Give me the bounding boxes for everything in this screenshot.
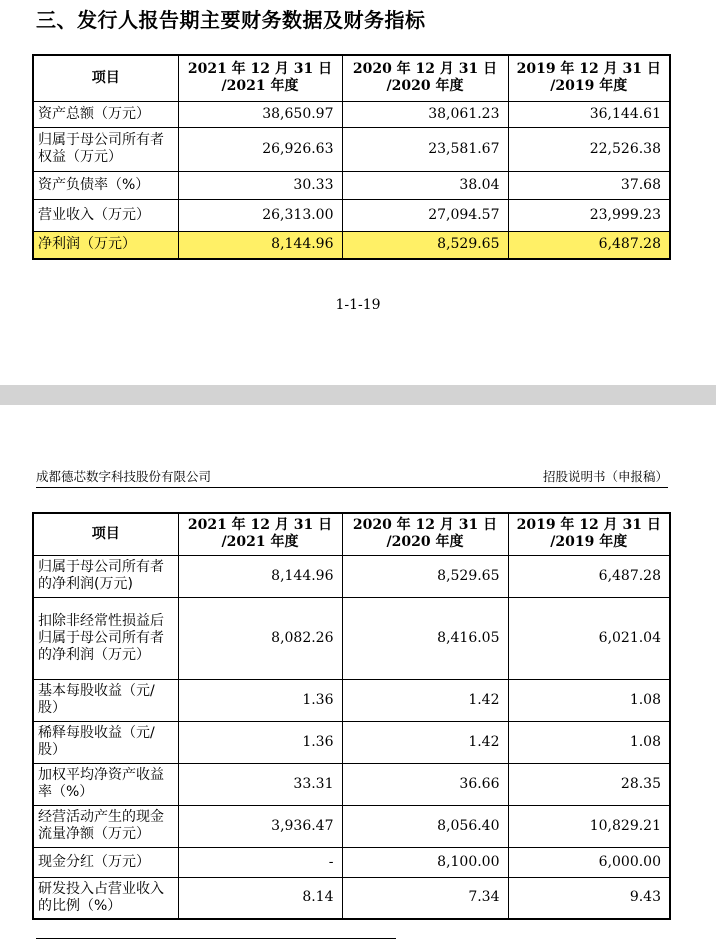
- table-row: [33, 877, 670, 919]
- table-row: [33, 721, 670, 763]
- cell-2019: 28.35: [508, 763, 670, 805]
- cell-2021: 8,144.96: [178, 231, 342, 259]
- cell-2021: 38,650.97: [178, 101, 342, 127]
- row-label: 现金分红（万元）: [33, 847, 178, 877]
- header-2019: 2019 年 12 月 31 日 /2019 年度: [508, 55, 670, 101]
- cell-2019: 23,999.23: [508, 199, 670, 231]
- cell-2021: -: [178, 847, 342, 877]
- row-label: 营业收入（万元）: [33, 199, 178, 231]
- table-header-row: [33, 513, 670, 555]
- header-2021: 2021 年 12 月 31 日 /2021 年度: [178, 55, 342, 101]
- document-page-2: [0, 405, 716, 939]
- cell-2020: 8,416.05: [342, 597, 508, 679]
- cell-2020: 1.42: [342, 679, 508, 721]
- header-company-name: 成都德芯数字科技股份有限公司: [36, 469, 212, 484]
- cell-2019: 36,144.61: [508, 101, 670, 127]
- header-2020: 2020 年 12 月 31 日 /2020 年度: [342, 55, 508, 101]
- cell-2021: 1.36: [178, 721, 342, 763]
- cell-2019: 1.08: [508, 721, 670, 763]
- table-row: [33, 101, 670, 127]
- cell-2019: 22,526.38: [508, 127, 670, 171]
- header-document-type: 招股说明书（申报稿）: [542, 469, 668, 484]
- row-label: 稀释每股收益（元/股）: [33, 721, 178, 763]
- row-label: 净利润（万元）: [33, 231, 178, 259]
- cell-2021: 8,082.26: [178, 597, 342, 679]
- cell-2019: 1.08: [508, 679, 670, 721]
- table-row: [33, 679, 670, 721]
- header-item: 项目: [33, 513, 178, 555]
- cell-2020: 23,581.67: [342, 127, 508, 171]
- row-label: 资产总额（万元）: [33, 101, 178, 127]
- cell-2020: 7.34: [342, 877, 508, 919]
- cell-2019: 9.43: [508, 877, 670, 919]
- cell-2020: 38,061.23: [342, 101, 508, 127]
- row-label: 扣除非经常性损益后归属于母公司所有者的净利润（万元）: [33, 597, 178, 679]
- header-2019: 2019 年 12 月 31 日 /2019 年度: [508, 513, 670, 555]
- cell-2019: 6,487.28: [508, 555, 670, 597]
- table-row: [33, 555, 670, 597]
- cell-2021: 3,936.47: [178, 805, 342, 847]
- cell-2019: 6,000.00: [508, 847, 670, 877]
- cell-2021: 8.14: [178, 877, 342, 919]
- header-2020: 2020 年 12 月 31 日 /2020 年度: [342, 513, 508, 555]
- financial-summary-table: [32, 54, 671, 260]
- cell-2021: 26,926.63: [178, 127, 342, 171]
- row-label: 研发投入占营业收入的比例（%）: [33, 877, 178, 919]
- table-row: [33, 199, 670, 231]
- section-heading: 三、发行人报告期主要财务数据及财务指标: [36, 8, 426, 32]
- row-label: 基本每股收益（元/股）: [33, 679, 178, 721]
- table-row: [33, 171, 670, 199]
- cell-2020: 36.66: [342, 763, 508, 805]
- header-rule: [36, 487, 668, 488]
- row-label: 经营活动产生的现金流量净额（万元）: [33, 805, 178, 847]
- cell-2021: 33.31: [178, 763, 342, 805]
- row-label: 加权平均净资产收益率（%）: [33, 763, 178, 805]
- cell-2019: 37.68: [508, 171, 670, 199]
- cell-2020: 1.42: [342, 721, 508, 763]
- cell-2020: 8,529.65: [342, 555, 508, 597]
- cell-2021: 8,144.96: [178, 555, 342, 597]
- cell-2020: 8,100.00: [342, 847, 508, 877]
- header-item: 项目: [33, 55, 178, 101]
- page-separator: [0, 385, 716, 405]
- table-row: [33, 763, 670, 805]
- cell-2021: 1.36: [178, 679, 342, 721]
- table-header-row: [33, 55, 670, 101]
- table-row: [33, 805, 670, 847]
- cell-2020: 8,056.40: [342, 805, 508, 847]
- cell-2019: 10,829.21: [508, 805, 670, 847]
- cell-2020: 27,094.57: [342, 199, 508, 231]
- cell-2019: 6,021.04: [508, 597, 670, 679]
- row-label: 归属于母公司所有者权益（万元）: [33, 127, 178, 171]
- document-page-1: [0, 0, 716, 385]
- row-label: 归属于母公司所有者的净利润(万元): [33, 555, 178, 597]
- page-number: 1-1-19: [335, 297, 381, 313]
- table-row: [33, 847, 670, 877]
- table-row-highlighted: [33, 231, 670, 259]
- cell-2020: 38.04: [342, 171, 508, 199]
- header-2021: 2021 年 12 月 31 日 /2021 年度: [178, 513, 342, 555]
- cell-2019: 6,487.28: [508, 231, 670, 259]
- table-row: [33, 597, 670, 679]
- cell-2020: 8,529.65: [342, 231, 508, 259]
- row-label: 资产负债率（%）: [33, 171, 178, 199]
- financial-indicators-table: [32, 512, 671, 920]
- table-row: [33, 127, 670, 171]
- cell-2021: 30.33: [178, 171, 342, 199]
- cut-off-next-heading: [36, 930, 396, 939]
- cell-2021: 26,313.00: [178, 199, 342, 231]
